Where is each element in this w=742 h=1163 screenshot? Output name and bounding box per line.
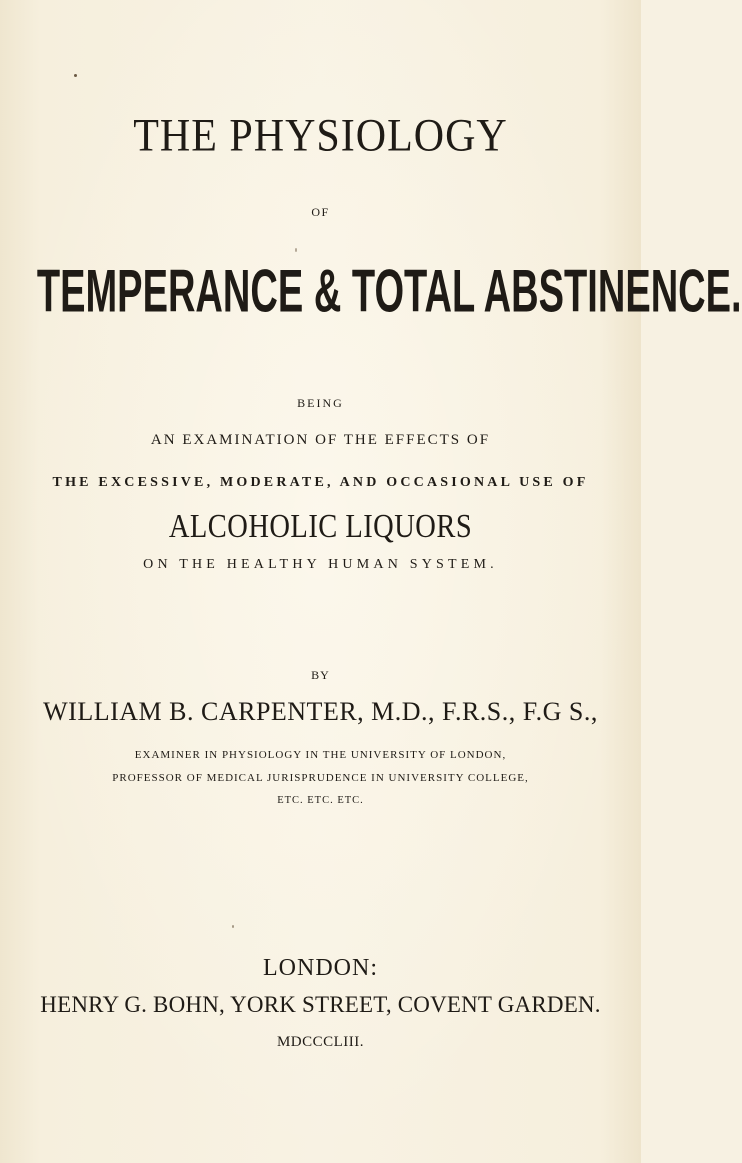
being-label: BEING bbox=[297, 396, 344, 410]
author-name: WILLIAM B. CARPENTER, M.D., F.R.S., F.G S., bbox=[43, 697, 598, 726]
paper-speck bbox=[232, 925, 234, 928]
subtitle-line-1: AN EXAMINATION OF THE EFFECTS OF bbox=[150, 432, 491, 448]
author-credential-2: PROFESSOR OF MEDICAL JURISPRUDENCE IN UNIVERSITY COLLEGE, bbox=[112, 772, 529, 784]
by-label: BY bbox=[311, 668, 330, 682]
publication-year: MDCCCLIII. bbox=[276, 1034, 365, 1050]
title-line-1: THE PHYSIOLOGY bbox=[133, 110, 508, 162]
author-credential-3: ETC. ETC. ETC. bbox=[277, 795, 364, 806]
paper-speck bbox=[74, 74, 77, 77]
subtitle-line-3: ALCOHOLIC LIQUORS bbox=[168, 506, 473, 545]
paper-speck bbox=[295, 248, 297, 252]
publisher-line: HENRY G. BOHN, YORK STREET, COVENT GARDEN. bbox=[40, 992, 601, 1017]
author-credential-1: EXAMINER IN PHYSIOLOGY IN THE UNIVERSITY OF LONDON, bbox=[134, 749, 507, 761]
subtitle-line-4: ON THE HEALTHY HUMAN SYSTEM. bbox=[143, 557, 498, 572]
title-line-2: TEMPERANCE & TOTAL ABSTINENCE. bbox=[36, 258, 742, 326]
title-connector-of: OF bbox=[311, 205, 330, 219]
subtitle-line-2: THE EXCESSIVE, MODERATE, AND OCCASIONAL USE OF bbox=[52, 475, 589, 490]
publication-place: LONDON: bbox=[263, 955, 378, 981]
